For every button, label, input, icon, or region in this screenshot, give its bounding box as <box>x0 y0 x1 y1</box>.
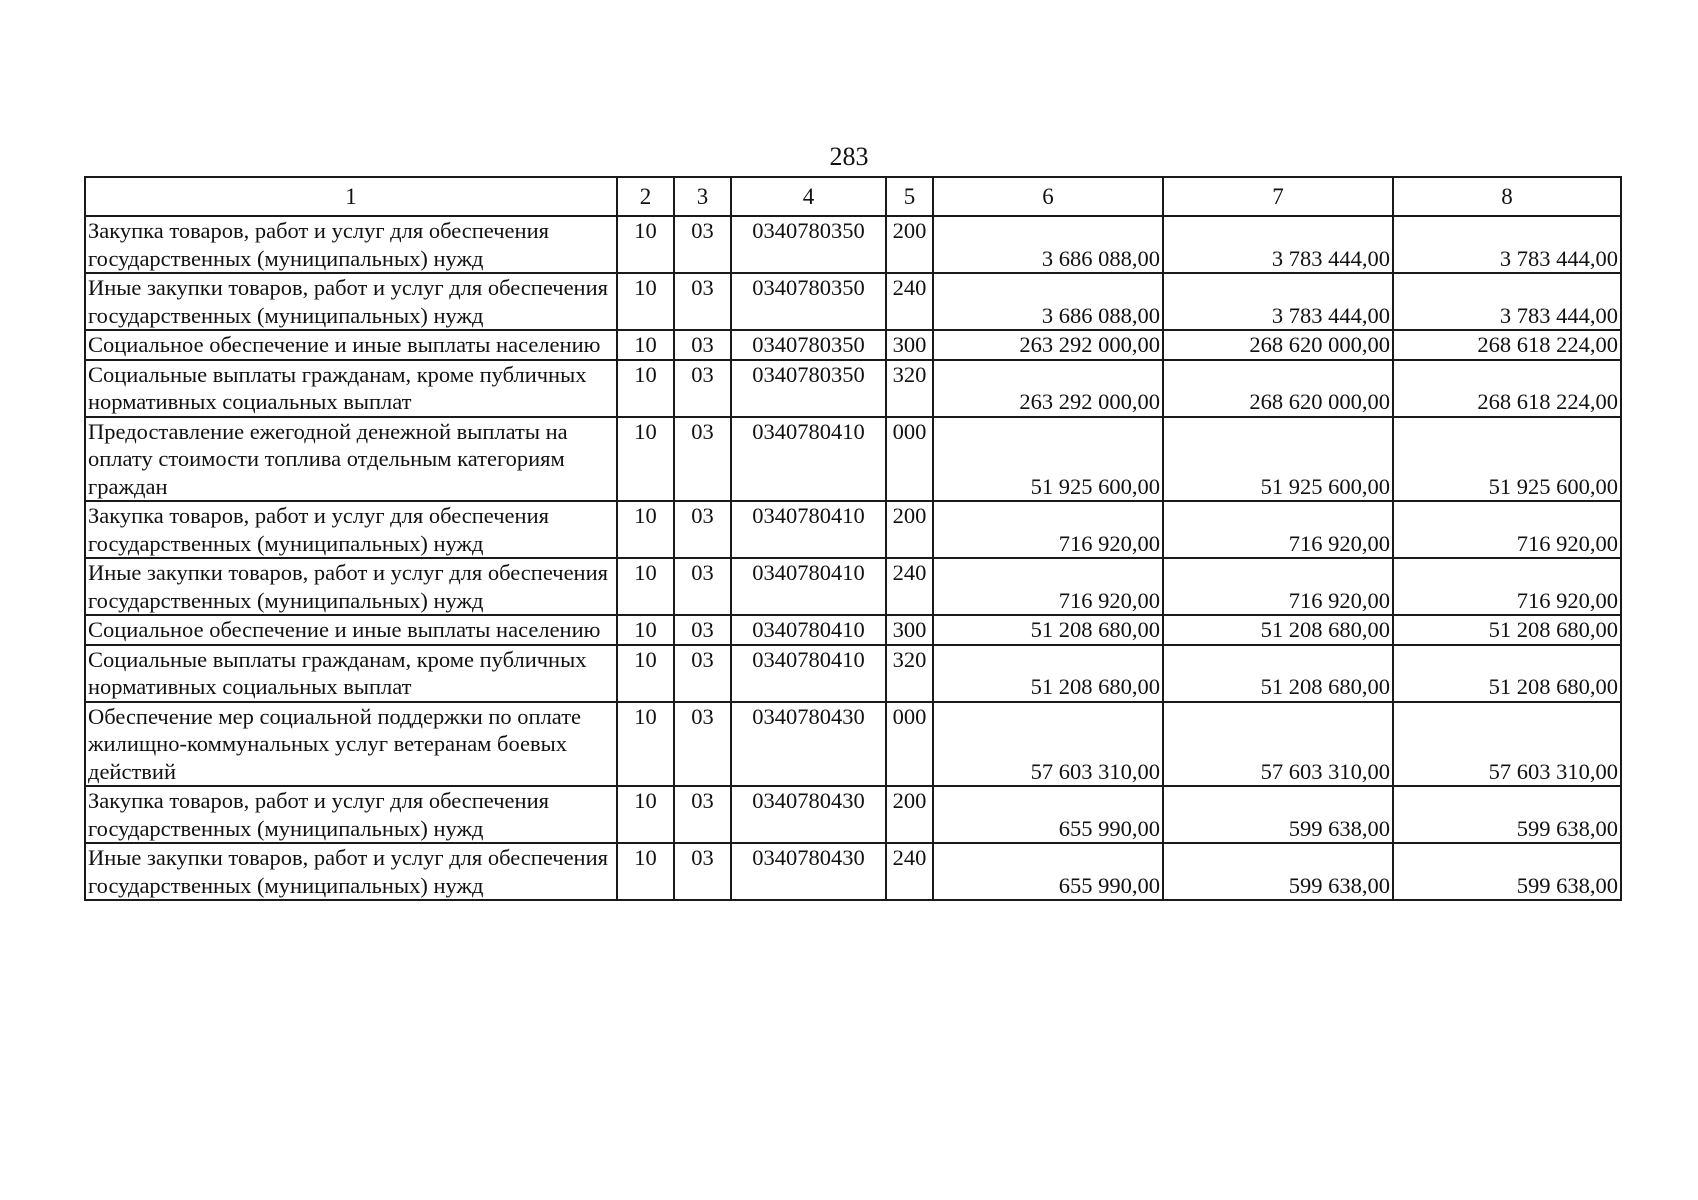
expense-item-name: Социальное обеспечение и иные выплаты населению <box>85 615 617 645</box>
subsection-code: 03 <box>674 615 731 645</box>
table-row <box>85 615 1621 645</box>
amount-col-7: 57 603 310,00 <box>1163 702 1393 787</box>
subsection-code: 03 <box>674 843 731 900</box>
table-row <box>85 330 1621 360</box>
amount-col-7: 3 783 444,00 <box>1163 216 1393 273</box>
expense-type-code: 200 <box>886 216 933 273</box>
expense-item-name: Социальные выплаты гражданам, кроме публичных нормативных социальных выплат <box>85 360 617 417</box>
amount-col-6: 655 990,00 <box>933 786 1163 843</box>
amount-col-6: 51 208 680,00 <box>933 615 1163 645</box>
amount-col-8: 57 603 310,00 <box>1393 702 1621 787</box>
section-code: 10 <box>617 501 674 558</box>
expense-type-code: 320 <box>886 645 933 702</box>
expense-item-name: Закупка товаров, работ и услуг для обеспечения государственных (муниципальных) нужд <box>85 216 617 273</box>
expense-type-code: 320 <box>886 360 933 417</box>
expense-item-name: Предоставление ежегодной денежной выплаты на оплату стоимости топлива отдельным категориям граждан <box>85 417 617 502</box>
target-item-code: 0340780430 <box>731 843 886 900</box>
expense-type-code: 240 <box>886 273 933 330</box>
target-item-code: 0340780350 <box>731 273 886 330</box>
subsection-code: 03 <box>674 360 731 417</box>
subsection-code: 03 <box>674 501 731 558</box>
amount-col-6: 51 208 680,00 <box>933 645 1163 702</box>
amount-col-8: 51 208 680,00 <box>1393 615 1621 645</box>
column-header: 1 <box>85 177 617 216</box>
amount-col-8: 716 920,00 <box>1393 501 1621 558</box>
amount-col-8: 51 925 600,00 <box>1393 417 1621 502</box>
amount-col-6: 263 292 000,00 <box>933 330 1163 360</box>
section-code: 10 <box>617 645 674 702</box>
target-item-code: 0340780410 <box>731 501 886 558</box>
section-code: 10 <box>617 330 674 360</box>
amount-col-7: 268 620 000,00 <box>1163 330 1393 360</box>
amount-col-8: 3 783 444,00 <box>1393 273 1621 330</box>
amount-col-7: 599 638,00 <box>1163 843 1393 900</box>
column-header: 7 <box>1163 177 1393 216</box>
target-item-code: 0340780410 <box>731 417 886 502</box>
expense-item-name: Иные закупки товаров, работ и услуг для обеспечения государственных (муниципальных) нужд <box>85 273 617 330</box>
amount-col-8: 599 638,00 <box>1393 786 1621 843</box>
section-code: 10 <box>617 360 674 417</box>
amount-col-6: 3 686 088,00 <box>933 273 1163 330</box>
target-item-code: 0340780410 <box>731 615 886 645</box>
column-header: 6 <box>933 177 1163 216</box>
amount-col-8: 3 783 444,00 <box>1393 216 1621 273</box>
table-row <box>85 645 1621 702</box>
table-row <box>85 360 1621 417</box>
amount-col-6: 263 292 000,00 <box>933 360 1163 417</box>
amount-col-6: 716 920,00 <box>933 501 1163 558</box>
expense-type-code: 200 <box>886 786 933 843</box>
target-item-code: 0340780430 <box>731 702 886 787</box>
subsection-code: 03 <box>674 330 731 360</box>
amount-col-7: 51 208 680,00 <box>1163 615 1393 645</box>
page-number: 283 <box>829 142 869 171</box>
expense-type-code: 300 <box>886 330 933 360</box>
amount-col-8: 716 920,00 <box>1393 558 1621 615</box>
expense-item-name: Закупка товаров, работ и услуг для обеспечения государственных (муниципальных) нужд <box>85 786 617 843</box>
subsection-code: 03 <box>674 417 731 502</box>
expense-item-name: Иные закупки товаров, работ и услуг для обеспечения государственных (муниципальных) нужд <box>85 558 617 615</box>
section-code: 10 <box>617 558 674 615</box>
section-code: 10 <box>617 786 674 843</box>
subsection-code: 03 <box>674 645 731 702</box>
table-body <box>85 216 1621 900</box>
amount-col-8: 599 638,00 <box>1393 843 1621 900</box>
table-row <box>85 501 1621 558</box>
subsection-code: 03 <box>674 786 731 843</box>
amount-col-6: 51 925 600,00 <box>933 417 1163 502</box>
table-row <box>85 216 1621 273</box>
target-item-code: 0340780350 <box>731 330 886 360</box>
section-code: 10 <box>617 843 674 900</box>
amount-col-6: 655 990,00 <box>933 843 1163 900</box>
section-code: 10 <box>617 417 674 502</box>
section-code: 10 <box>617 615 674 645</box>
column-header: 5 <box>886 177 933 216</box>
amount-col-7: 716 920,00 <box>1163 558 1393 615</box>
amount-col-7: 268 620 000,00 <box>1163 360 1393 417</box>
amount-col-6: 57 603 310,00 <box>933 702 1163 787</box>
table-header-row <box>85 177 1621 216</box>
subsection-code: 03 <box>674 216 731 273</box>
table-row <box>85 786 1621 843</box>
amount-col-7: 716 920,00 <box>1163 501 1393 558</box>
target-item-code: 0340780350 <box>731 216 886 273</box>
target-item-code: 0340780430 <box>731 786 886 843</box>
amount-col-8: 51 208 680,00 <box>1393 645 1621 702</box>
amount-col-7: 3 783 444,00 <box>1163 273 1393 330</box>
expense-item-name: Иные закупки товаров, работ и услуг для обеспечения государственных (муниципальных) нужд <box>85 843 617 900</box>
table-row <box>85 558 1621 615</box>
expense-item-name: Социальные выплаты гражданам, кроме публичных нормативных социальных выплат <box>85 645 617 702</box>
table-row <box>85 417 1621 502</box>
amount-col-7: 51 925 600,00 <box>1163 417 1393 502</box>
subsection-code: 03 <box>674 273 731 330</box>
section-code: 10 <box>617 273 674 330</box>
column-header: 2 <box>617 177 674 216</box>
target-item-code: 0340780410 <box>731 558 886 615</box>
subsection-code: 03 <box>674 558 731 615</box>
expense-type-code: 000 <box>886 702 933 787</box>
amount-col-6: 716 920,00 <box>933 558 1163 615</box>
table-row <box>85 273 1621 330</box>
column-header: 8 <box>1393 177 1621 216</box>
amount-col-6: 3 686 088,00 <box>933 216 1163 273</box>
amount-col-8: 268 618 224,00 <box>1393 330 1621 360</box>
column-header: 4 <box>731 177 886 216</box>
expense-item-name: Обеспечение мер социальной поддержки по оплате жилищно-коммунальных услуг ветеранам боевых действий <box>85 702 617 787</box>
expense-type-code: 200 <box>886 501 933 558</box>
column-header: 3 <box>674 177 731 216</box>
subsection-code: 03 <box>674 702 731 787</box>
expense-type-code: 240 <box>886 843 933 900</box>
expense-item-name: Социальное обеспечение и иные выплаты населению <box>85 330 617 360</box>
target-item-code: 0340780410 <box>731 645 886 702</box>
section-code: 10 <box>617 216 674 273</box>
amount-col-7: 51 208 680,00 <box>1163 645 1393 702</box>
expense-type-code: 300 <box>886 615 933 645</box>
budget-table <box>84 176 1622 901</box>
table-row <box>85 843 1621 900</box>
expense-item-name: Закупка товаров, работ и услуг для обеспечения государственных (муниципальных) нужд <box>85 501 617 558</box>
amount-col-8: 268 618 224,00 <box>1393 360 1621 417</box>
target-item-code: 0340780350 <box>731 360 886 417</box>
table-row <box>85 702 1621 787</box>
section-code: 10 <box>617 702 674 787</box>
expense-type-code: 000 <box>886 417 933 502</box>
expense-type-code: 240 <box>886 558 933 615</box>
amount-col-7: 599 638,00 <box>1163 786 1393 843</box>
